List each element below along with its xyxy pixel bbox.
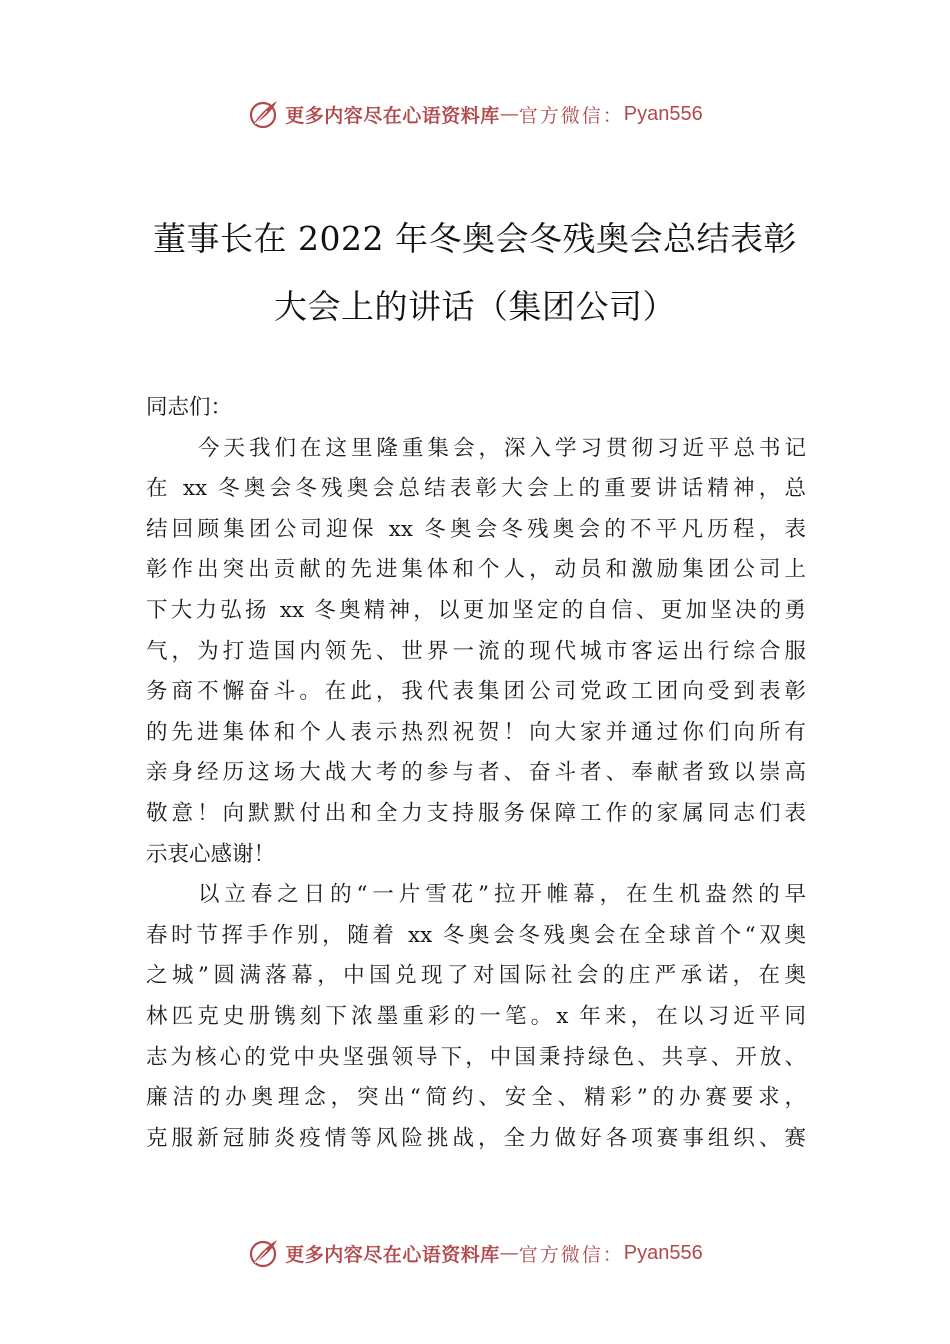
banner-main-text: 更多内容尽在心语资料库 (285, 1243, 500, 1266)
banner-wechat-label: 官方微信： (518, 1243, 624, 1266)
document-title-line-1: 董事长在 2022 年冬奥会冬残奥会总结表彰 (153, 219, 797, 258)
banner-main-text: 更多内容尽在心语资料库 (285, 104, 500, 127)
paragraph-line: 彰作出突出贡献的先进集体和个人，动员和激励集团公司上 (146, 557, 806, 583)
salutation: 同志们： (146, 395, 233, 420)
paragraph-line: 下大力弘扬 xx 冬奥精神，以更加坚定的自信、更加坚决的勇 (146, 597, 806, 623)
paragraph-line: 之城”圆满落幕，中国兑现了对国际社会的庄严承诺，在奥 (146, 963, 806, 989)
paragraph-line: 在 xx 冬奥会冬残奥会总结表彰大会上的重要讲话精神，总 (146, 476, 806, 502)
footer-banner (0, 1233, 950, 1273)
banner-wechat-label: 官方微信： (518, 104, 624, 127)
paragraph-line: 今天我们在这里隆重集会，深入学习贯彻习近平总书记 (198, 435, 806, 461)
quill-logo-icon (247, 1236, 281, 1270)
paragraph-1 (146, 429, 806, 876)
banner-wechat-id: Pyan556 (623, 102, 703, 125)
paragraph-line: 廉洁的办奥理念，突出“简约、安全、精彩”的办赛要求， (146, 1085, 806, 1111)
paragraph-line: 林匹克史册镌刻下浓墨重彩的一笔。x 年来，在以习近平同 (146, 1003, 806, 1029)
paragraph-line: 结回顾集团公司迎保 xx 冬奥会冬残奥会的不平凡历程，表 (146, 516, 806, 542)
paragraph-line: 克服新冠肺炎疫情等风险挑战，全力做好各项赛事组织、赛 (146, 1125, 806, 1151)
banner-dash: — (499, 103, 519, 125)
quill-logo-icon (247, 97, 281, 131)
paragraph-line: 敬意！向默默付出和全力支持服务保障工作的家属同志们表 (146, 800, 806, 826)
paragraph-line: 气，为打造国内领先、世界一流的现代城市客运出行综合服 (146, 638, 806, 664)
paragraph-line: 务商不懈奋斗。在此，我代表集团公司党政工团向受到表彰 (146, 679, 806, 705)
document-title-line-2: 大会上的讲话（集团公司） (274, 287, 676, 326)
paragraph-line: 示衷心感谢！ (146, 841, 276, 867)
banner-wechat-id: Pyan556 (623, 1241, 703, 1264)
paragraph-line: 的先进集体和个人表示热烈祝贺！向大家并通过你们向所有 (146, 719, 806, 745)
paragraph-line: 亲身经历这场大战大考的参与者、奋斗者、奉献者致以崇高 (146, 760, 806, 786)
header-banner (0, 94, 950, 134)
paragraph-2 (146, 875, 806, 1159)
paragraph-line: 春时节挥手作别，随着 xx 冬奥会冬残奥会在全球首个“双奥 (146, 922, 806, 948)
paragraph-line: 以立春之日的“一片雪花”拉开帷幕，在生机盎然的早 (198, 882, 806, 908)
document-body (146, 388, 806, 1159)
banner-dash: — (499, 1242, 519, 1264)
paragraph-line: 志为核心的党中央坚强领导下，中国秉持绿色、共享、开放、 (146, 1044, 806, 1070)
